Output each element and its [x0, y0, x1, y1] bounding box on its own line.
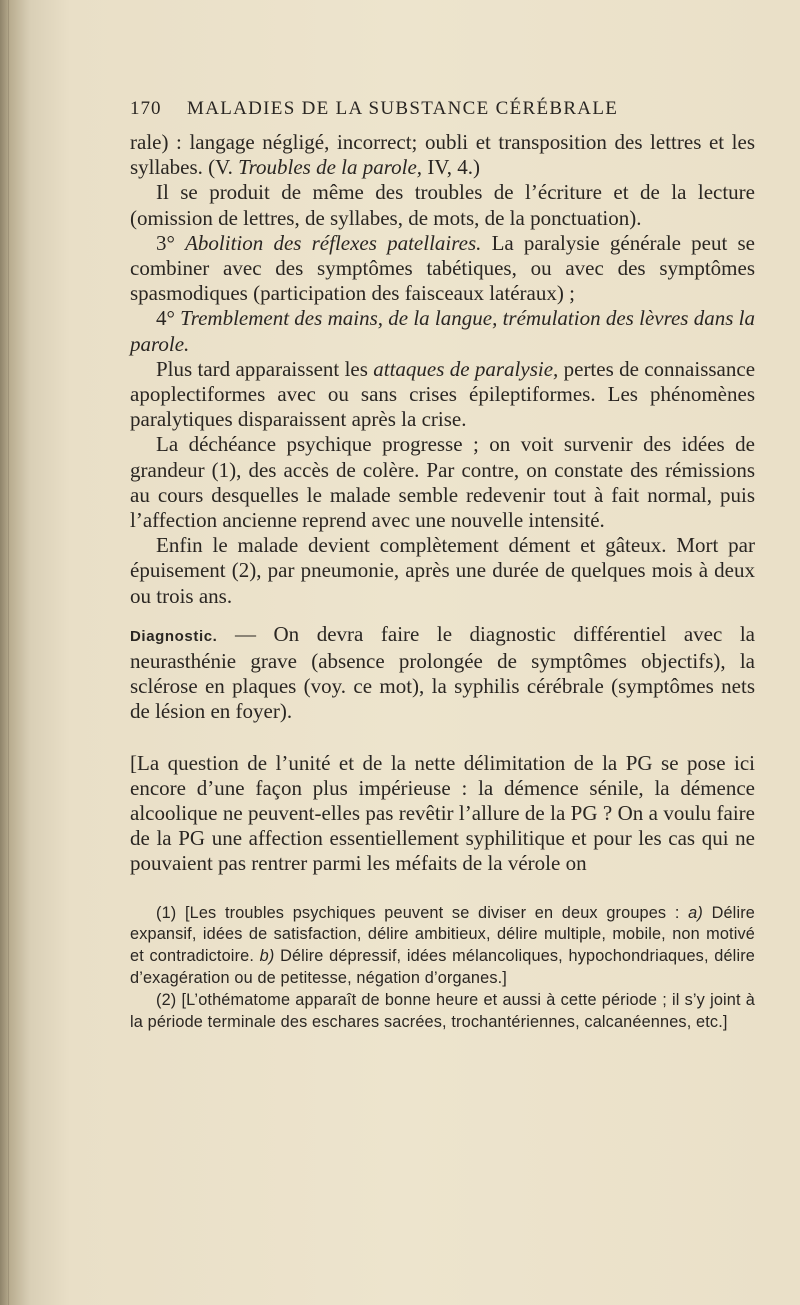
book-page — [130, 90, 755, 1033]
binding-edge — [8, 0, 9, 1305]
diagnostic-paragraph: Diagnostic. — On devra faire le diagnostic différentiel avec la neurasthénie grave (absence prolongée de symptômes objectifs), la sclérose en plaques (voy. ce mot), la syphilis cérébrale (symptômes nets de lésion en foyer). — [130, 621, 755, 724]
paragraph-3: 3° Abolition des réflexes patellaires. La paralysie générale peut se combiner avec des symptômes tabétiques, ou avec des symptômes spasmodiques (participation des faisceaux latéraux) ; — [130, 230, 755, 306]
body-text — [130, 130, 755, 877]
footnotes — [130, 903, 755, 1034]
running-title: MALADIES DE LA SUBSTANCE CÉRÉBRALE — [187, 98, 619, 119]
paragraph-1: rale) : langage négligé, incorrect; oubli et transposition des lettres et les syllabes. (V. Troubles de la parole, IV, 4.) — [130, 130, 755, 180]
paragraph-2: Il se produit de même des troubles de l’écriture et de la lecture (omission de lettres, de syllabes, de mots, de la ponctuation). — [130, 180, 755, 230]
paragraph-4: 4° Tremblement des mains, de la langue, trémulation des lèvres dans la parole. — [130, 306, 755, 356]
diagnostic-heading: Diagnostic. — [130, 627, 218, 645]
footnote-2: (2) [L’othématome apparaît de bonne heure et aussi à cette période ; il s’y joint à la période terminale des eschares sacrées, trochantériennes, calcanéennes, etc.] — [130, 990, 755, 1031]
page-number: 170 — [130, 98, 162, 119]
paragraph-9: [La question de l’unité et de la nette délimitation de la PG se pose ici encore d’une façon plus impérieuse : la démence sénile, la démence alcoolique ne peuvent-elles pas revêtir l’allure de la PG ? On a voulu faire de la PG une affection essentiellement syphilitique et pour les cas qui ne pouvaient pas rentrer parmi les méfaits de la vérole on — [130, 750, 755, 876]
paragraph-7: Enfin le malade devient complètement dément et gâteux. Mort par épuisement (2), par pneumonie, après une durée de quelques mois à deux ou trois ans. — [130, 533, 755, 608]
running-head — [130, 90, 755, 130]
paragraph-5: Plus tard apparaissent les attaques de paralysie, pertes de connaissance apoplectiformes avec ou sans crises épileptiformes. Les phénomènes paralytiques disparaissent après la crise. — [130, 356, 756, 432]
footnote-1: (1) [Les troubles psychiques peuvent se diviser en deux groupes : a) Délire expansif, idées de satisfaction, délire ambitieux, délire multiple, mobile, non motivé et contradictoire. b) Délire dépressif, idées mélancoliques, hypochondriaques, délire d’exagération ou de petitesse, négation d’organes.] — [130, 903, 755, 988]
paragraph-6: La déchéance psychique progresse ; on voit survenir des idées de grandeur (1), des accès de colère. Par contre, on constate des rémissions au cours desquelles le malade semble redevenir tout à fait normal, puis l’affection ancienne reprend avec une nouvelle intensité. — [130, 432, 755, 533]
